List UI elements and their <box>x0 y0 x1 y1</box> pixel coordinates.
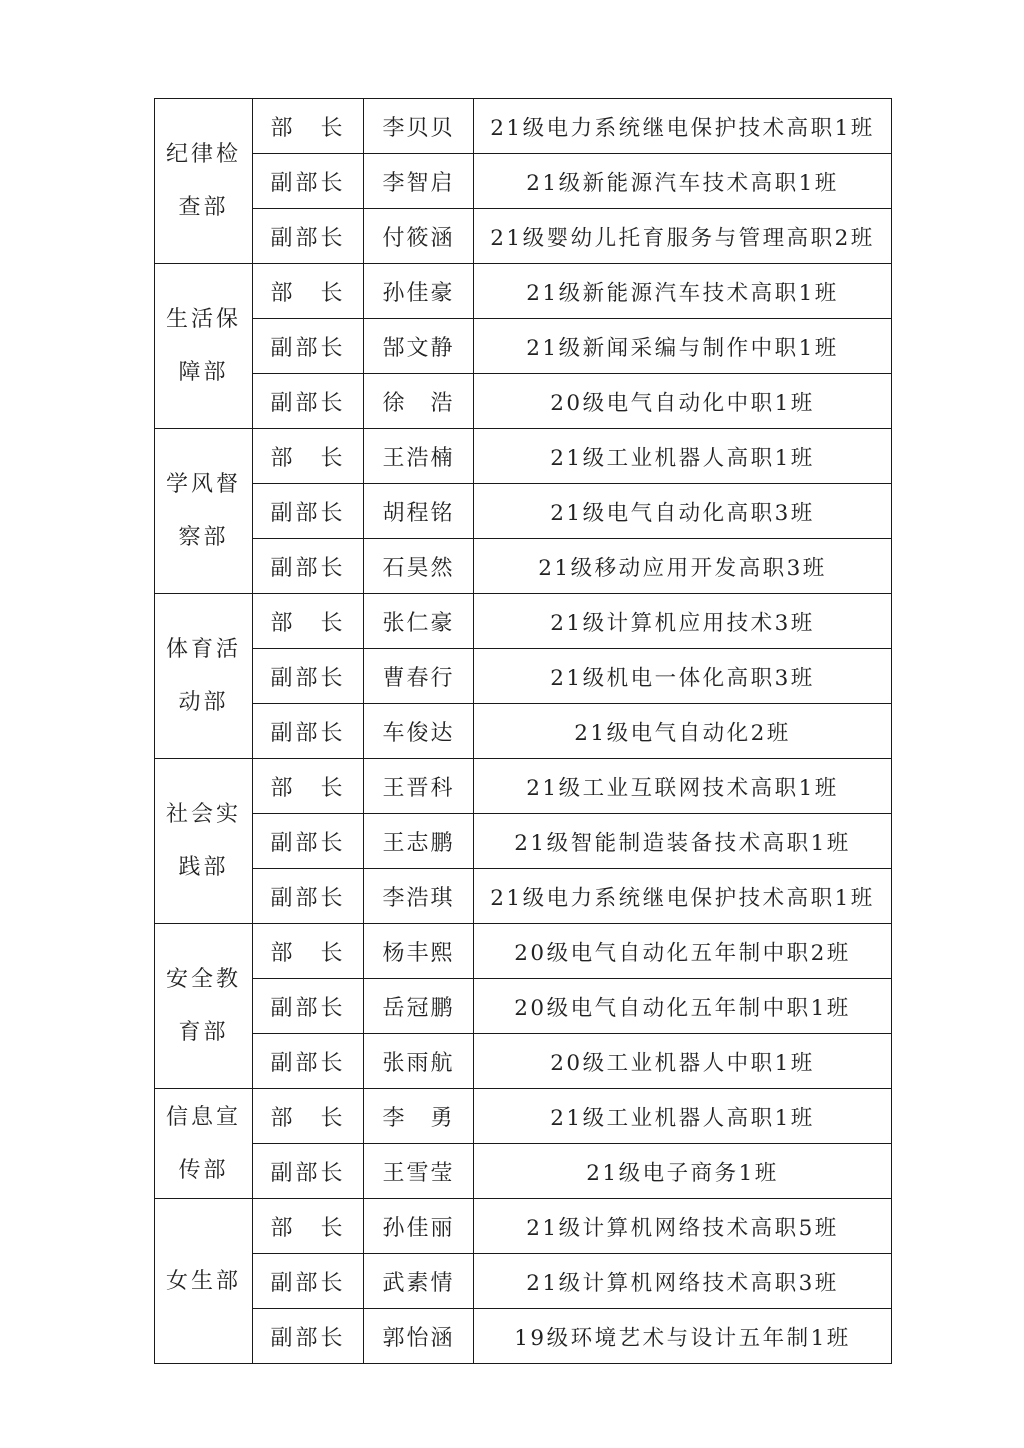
member-name-cell: 李贝贝 <box>364 99 474 154</box>
table-row <box>155 869 892 924</box>
role-cell: 部 长 <box>253 759 364 814</box>
member-name-cell: 武素情 <box>364 1254 474 1309</box>
member-name-cell: 付筱涵 <box>364 209 474 264</box>
department-name: 生活保障部 <box>165 307 241 385</box>
department-name-cell <box>155 924 253 1089</box>
class-cell: 21级移动应用开发高职3班 <box>474 539 892 594</box>
roster-body <box>155 99 892 1364</box>
role-cell: 副部长 <box>253 1309 364 1364</box>
table-row <box>155 99 892 154</box>
table-row <box>155 374 892 429</box>
class-cell: 21级电气自动化2班 <box>474 704 892 759</box>
table-row <box>155 979 892 1034</box>
class-cell: 21级新能源汽车技术高职1班 <box>474 264 892 319</box>
department-name-cell <box>155 429 253 594</box>
class-cell: 21级智能制造装备技术高职1班 <box>474 814 892 869</box>
department-name: 体育活动部 <box>165 637 241 715</box>
role-cell: 副部长 <box>253 814 364 869</box>
table-row <box>155 1309 892 1364</box>
table-row <box>155 704 892 759</box>
member-name-cell: 郭怡涵 <box>364 1309 474 1364</box>
class-cell: 20级电气自动化五年制中职2班 <box>474 924 892 979</box>
table-row <box>155 539 892 594</box>
member-name-cell: 郜文静 <box>364 319 474 374</box>
role-cell: 副部长 <box>253 1254 364 1309</box>
department-name: 安全教育部 <box>165 967 241 1045</box>
table-row <box>155 649 892 704</box>
role-cell: 副部长 <box>253 979 364 1034</box>
role-cell: 部 长 <box>253 594 364 649</box>
department-name: 信息宣传部 <box>165 1104 241 1183</box>
member-name-cell: 车俊达 <box>364 704 474 759</box>
role-cell: 副部长 <box>253 869 364 924</box>
member-name-cell: 胡程铭 <box>364 484 474 539</box>
role-cell: 副部长 <box>253 154 364 209</box>
role-cell: 副部长 <box>253 484 364 539</box>
member-name-cell: 徐 浩 <box>364 374 474 429</box>
role-cell: 部 长 <box>253 1199 364 1254</box>
member-name-cell: 孙佳丽 <box>364 1199 474 1254</box>
member-name-cell: 王雪莹 <box>364 1144 474 1199</box>
class-cell: 21级婴幼儿托育服务与管理高职2班 <box>474 209 892 264</box>
class-cell: 21级机电一体化高职3班 <box>474 649 892 704</box>
table-row <box>155 154 892 209</box>
class-cell: 21级计算机应用技术3班 <box>474 594 892 649</box>
department-name: 社会实践部 <box>165 802 241 880</box>
roster-table <box>154 98 892 1364</box>
table-row <box>155 1089 892 1144</box>
class-cell: 21级电力系统继电保护技术高职1班 <box>474 99 892 154</box>
table-row <box>155 429 892 484</box>
member-name-cell: 李 勇 <box>364 1089 474 1144</box>
member-name-cell: 孙佳豪 <box>364 264 474 319</box>
class-cell: 20级工业机器人中职1班 <box>474 1034 892 1089</box>
member-name-cell: 王浩楠 <box>364 429 474 484</box>
department-name: 纪律检查部 <box>165 142 241 220</box>
member-name-cell: 张雨航 <box>364 1034 474 1089</box>
class-cell: 21级计算机网络技术高职5班 <box>474 1199 892 1254</box>
department-name: 女生部 <box>165 1268 241 1294</box>
department-name-cell <box>155 99 253 264</box>
class-cell: 21级电气自动化高职3班 <box>474 484 892 539</box>
department-name-cell <box>155 759 253 924</box>
role-cell: 副部长 <box>253 209 364 264</box>
table-row <box>155 814 892 869</box>
department-name-cell <box>155 1089 253 1199</box>
role-cell: 部 长 <box>253 924 364 979</box>
class-cell: 21级新闻采编与制作中职1班 <box>474 319 892 374</box>
class-cell: 20级电气自动化中职1班 <box>474 374 892 429</box>
table-row <box>155 484 892 539</box>
member-name-cell: 石昊然 <box>364 539 474 594</box>
class-cell: 21级新能源汽车技术高职1班 <box>474 154 892 209</box>
role-cell: 副部长 <box>253 1144 364 1199</box>
member-name-cell: 张仁豪 <box>364 594 474 649</box>
table-row <box>155 209 892 264</box>
table-row <box>155 1199 892 1254</box>
role-cell: 副部长 <box>253 704 364 759</box>
department-name-cell <box>155 1199 253 1364</box>
class-cell: 21级工业机器人高职1班 <box>474 429 892 484</box>
member-name-cell: 李浩琪 <box>364 869 474 924</box>
role-cell: 副部长 <box>253 1034 364 1089</box>
role-cell: 部 长 <box>253 429 364 484</box>
role-cell: 部 长 <box>253 99 364 154</box>
class-cell: 21级工业机器人高职1班 <box>474 1089 892 1144</box>
role-cell: 部 长 <box>253 1089 364 1144</box>
member-name-cell: 李智启 <box>364 154 474 209</box>
table-row <box>155 1144 892 1199</box>
table-row <box>155 319 892 374</box>
member-name-cell: 王晋科 <box>364 759 474 814</box>
class-cell: 21级计算机网络技术高职3班 <box>474 1254 892 1309</box>
member-name-cell: 曹春行 <box>364 649 474 704</box>
role-cell: 副部长 <box>253 319 364 374</box>
class-cell: 20级电气自动化五年制中职1班 <box>474 979 892 1034</box>
class-cell: 21级电力系统继电保护技术高职1班 <box>474 869 892 924</box>
member-name-cell: 王志鹏 <box>364 814 474 869</box>
class-cell: 21级工业互联网技术高职1班 <box>474 759 892 814</box>
table-row <box>155 1034 892 1089</box>
table-row <box>155 759 892 814</box>
role-cell: 部 长 <box>253 264 364 319</box>
member-name-cell: 杨丰熙 <box>364 924 474 979</box>
role-cell: 副部长 <box>253 539 364 594</box>
role-cell: 副部长 <box>253 374 364 429</box>
class-cell: 19级环境艺术与设计五年制1班 <box>474 1309 892 1364</box>
member-name-cell: 岳冠鹏 <box>364 979 474 1034</box>
table-row <box>155 1254 892 1309</box>
department-name-cell <box>155 264 253 429</box>
table-row <box>155 594 892 649</box>
department-name: 学风督察部 <box>165 472 241 550</box>
table-row <box>155 924 892 979</box>
department-name-cell <box>155 594 253 759</box>
role-cell: 副部长 <box>253 649 364 704</box>
table-row <box>155 264 892 319</box>
class-cell: 21级电子商务1班 <box>474 1144 892 1199</box>
